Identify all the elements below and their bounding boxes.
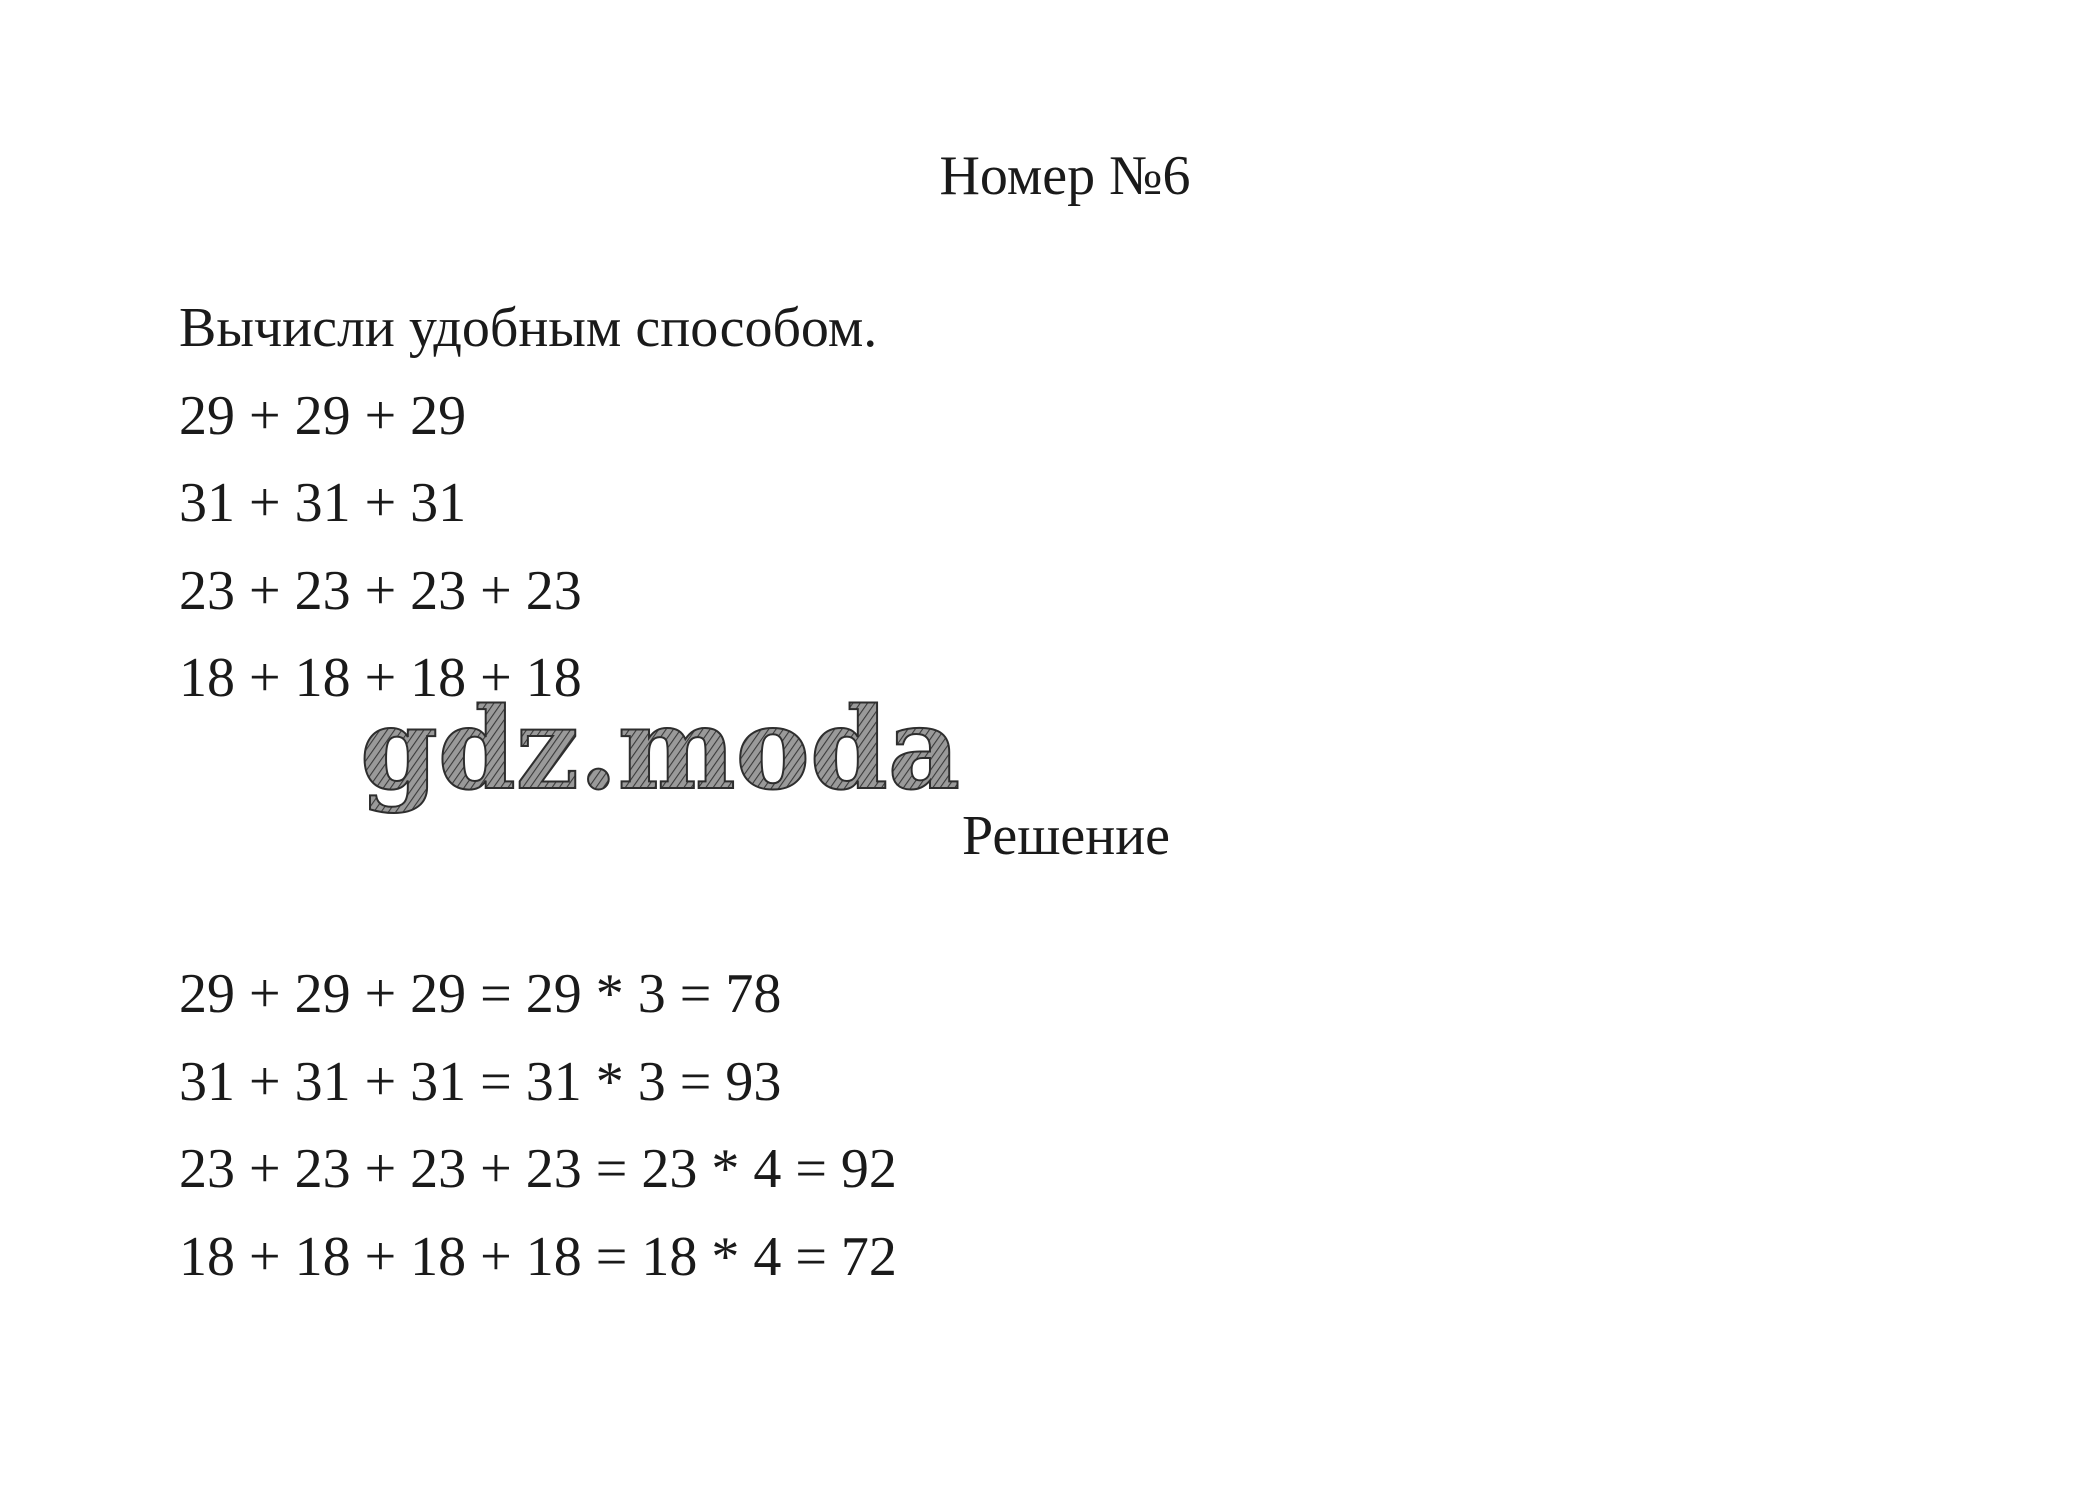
solution-line-4: 18 + 18 + 18 + 18 = 18 * 4 = 72 (179, 1225, 897, 1288)
solution-line-2: 31 + 31 + 31 = 31 * 3 = 93 (179, 1050, 782, 1113)
task-block (179, 292, 877, 730)
solution-heading: Решение (961, 805, 1171, 867)
task-expression-2: 31 + 31 + 31 (179, 472, 467, 534)
solution-block (179, 958, 897, 1308)
solution-line-3: 23 + 23 + 23 + 23 = 23 * 4 = 92 (179, 1138, 897, 1200)
task-expression-1: 29 + 29 + 29 (179, 384, 467, 447)
task-expression-3: 23 + 23 + 23 + 23 (179, 559, 582, 622)
task-expression-4: 18 + 18 + 18 + 18 (179, 647, 582, 709)
solution-line-1: 29 + 29 + 29 = 29 * 3 = 78 (179, 963, 782, 1025)
watermark-text: gdz.moda (360, 690, 960, 815)
task-instruction: Вычисли удобным способом. (179, 297, 878, 359)
page-title: Номер №6 (939, 145, 1191, 207)
